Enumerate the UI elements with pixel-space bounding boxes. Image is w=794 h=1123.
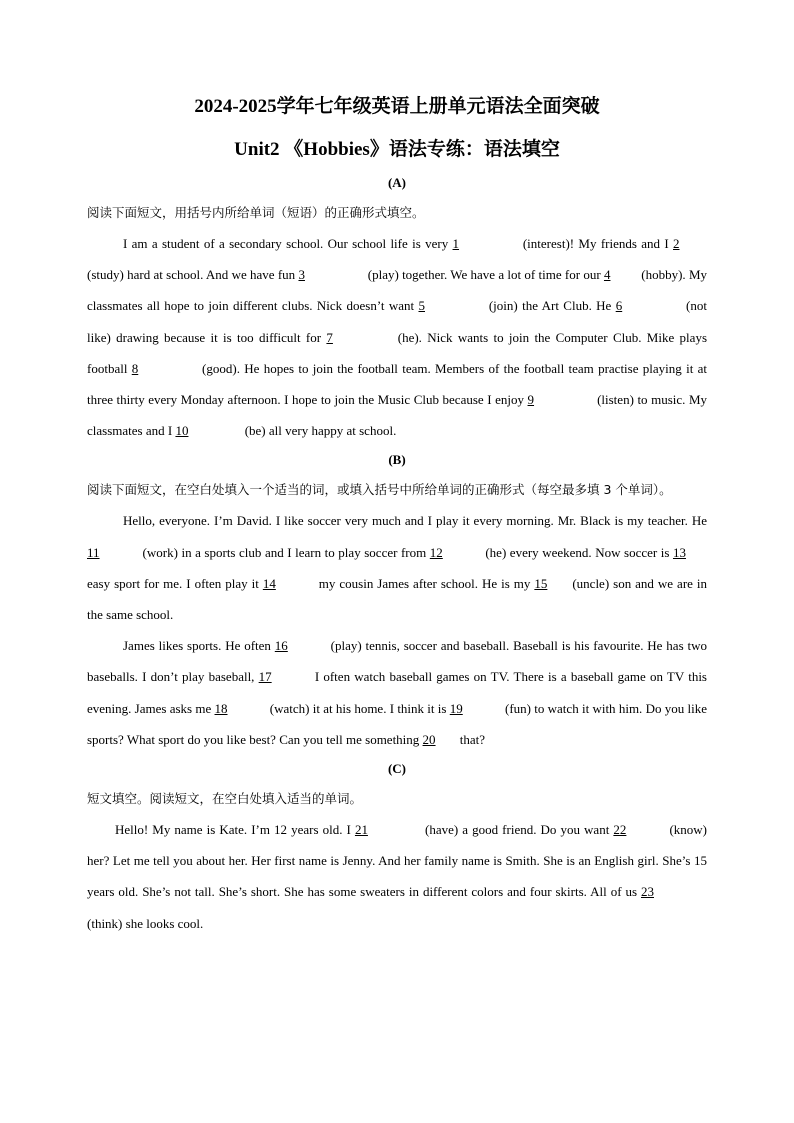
text-run: (hobby). My classmates all hope to join different clubs. Nick doesn’t want (87, 267, 708, 314)
text-run: James likes sports. He often (123, 638, 275, 654)
section-b-instruction: 阅读下面短文，在空白处填入一个适当的词，或填入括号中所给单词的正确形式（每空最多填 3 个单词）。 (87, 482, 672, 498)
text-run: (good). He hopes to join the football team. Members of the football team practise playing it at three thirty every Monday afternoon. I hope to join the Music Club because I enjoy (87, 360, 708, 408)
section-a-passage (87, 228, 707, 446)
answer-blank[interactable]: 23 (641, 884, 654, 900)
section-c-passage (87, 814, 707, 939)
answer-blank[interactable]: 19 (449, 700, 463, 716)
document-subtitle: Unit2 《Hobbies》语法专练：语法填空 (234, 139, 560, 160)
text-run: (play) tennis, soccer and baseball. Baseball is his favourite. He has two baseballs. I don’t play baseball, (87, 638, 707, 685)
answer-blank[interactable]: 5 (418, 298, 425, 314)
text-run: (watch) it at his home. I think it is (266, 700, 450, 716)
answer-blank[interactable]: 21 (354, 822, 368, 838)
text-run: (be) all very happy at school. (241, 423, 397, 439)
answer-blank[interactable]: 9 (527, 392, 535, 408)
text-run: (not like) drawing because it is too difficult for (87, 298, 707, 345)
answer-blank[interactable]: 4 (603, 267, 611, 283)
text-run: (he). Nick wants to join the Computer Club. Mike plays football (87, 329, 708, 376)
answer-blank[interactable]: 3 (298, 267, 305, 283)
document-title: 2024-2025学年七年级英语上册单元语法全面突破 (194, 96, 600, 117)
section-a-label: (A) (387, 175, 407, 190)
text-run: (have) a good friend. Do you want (420, 822, 614, 838)
text-run: (join) the Art Club. He (484, 298, 616, 314)
answer-blank[interactable]: 11 (87, 544, 100, 560)
section-b-passage-1 (87, 505, 707, 630)
section-c-instruction: 短文填空。阅读短文，在空白处填入适当的单词。 (87, 791, 363, 807)
answer-blank[interactable]: 6 (615, 298, 623, 314)
text-run: (uncle) son and we are in the same school. (87, 575, 707, 623)
answer-blank[interactable]: 8 (131, 360, 139, 376)
text-run: (fun) to watch it with him. Do you like sports? What sport do you like best? Can you tell me something (87, 700, 707, 747)
text-run: (he) every weekend. Now soccer is (481, 544, 673, 560)
text-run: (think) she looks cool. (87, 915, 204, 931)
text-run: (work) in a sports club and I learn to play soccer from (139, 544, 430, 560)
answer-blank[interactable]: 1 (452, 236, 460, 251)
answer-blank[interactable]: 10 (175, 423, 189, 439)
answer-blank[interactable]: 22 (613, 822, 627, 838)
section-b-passage-2 (87, 630, 707, 755)
answer-blank[interactable]: 20 (422, 731, 436, 747)
answer-blank[interactable]: 15 (534, 575, 548, 591)
text-run: (study) hard at school. And we have fun (87, 267, 299, 283)
text-run: Hello! My name is Kate. I’m 12 years old. I (115, 822, 355, 838)
section-b-label: (B) (388, 452, 406, 468)
section-c-label: (C) (387, 761, 407, 777)
section-a-instruction: 阅读下面短文，用括号内所给单词（短语）的正确形式填空。 (87, 205, 425, 220)
answer-blank[interactable]: 18 (214, 700, 228, 716)
text-run: I am a student of a secondary school. Our school life is very (123, 236, 453, 251)
text-run: (play) together. We have a lot of time for our (364, 267, 604, 283)
answer-blank[interactable]: 13 (672, 544, 686, 560)
text-run: (know) her? Let me tell you about her. Her first name is Jenny. And her family name is Smith. She is an English girl. She’s 15 years old. She’s not tall. She’s short. She has some sweaters in different colors and four skirts. All of us (87, 822, 708, 900)
worksheet-page (87, 92, 707, 939)
text-run: (listen) to music. My classmates and I (87, 392, 708, 439)
answer-blank[interactable]: 17 (258, 669, 272, 685)
text-run: my cousin James after school. He is my (314, 575, 535, 591)
text-run: (interest)! My friends and I (518, 236, 673, 251)
answer-blank[interactable]: 12 (429, 544, 443, 560)
text-run: that? (456, 731, 486, 747)
answer-blank[interactable]: 16 (274, 638, 288, 654)
text-run: easy sport for me. I often play it (87, 575, 263, 591)
answer-blank[interactable]: 2 (673, 236, 680, 251)
text-run: I often watch baseball games on TV. There is a baseball game on TV this evening. James asks me (87, 669, 707, 716)
answer-blank[interactable]: 14 (262, 575, 276, 591)
text-run: Hello, everyone. I’m David. I like soccer very much and I play it every morning. Mr. Black is my teacher. He (123, 513, 707, 529)
answer-blank[interactable]: 7 (326, 329, 333, 345)
